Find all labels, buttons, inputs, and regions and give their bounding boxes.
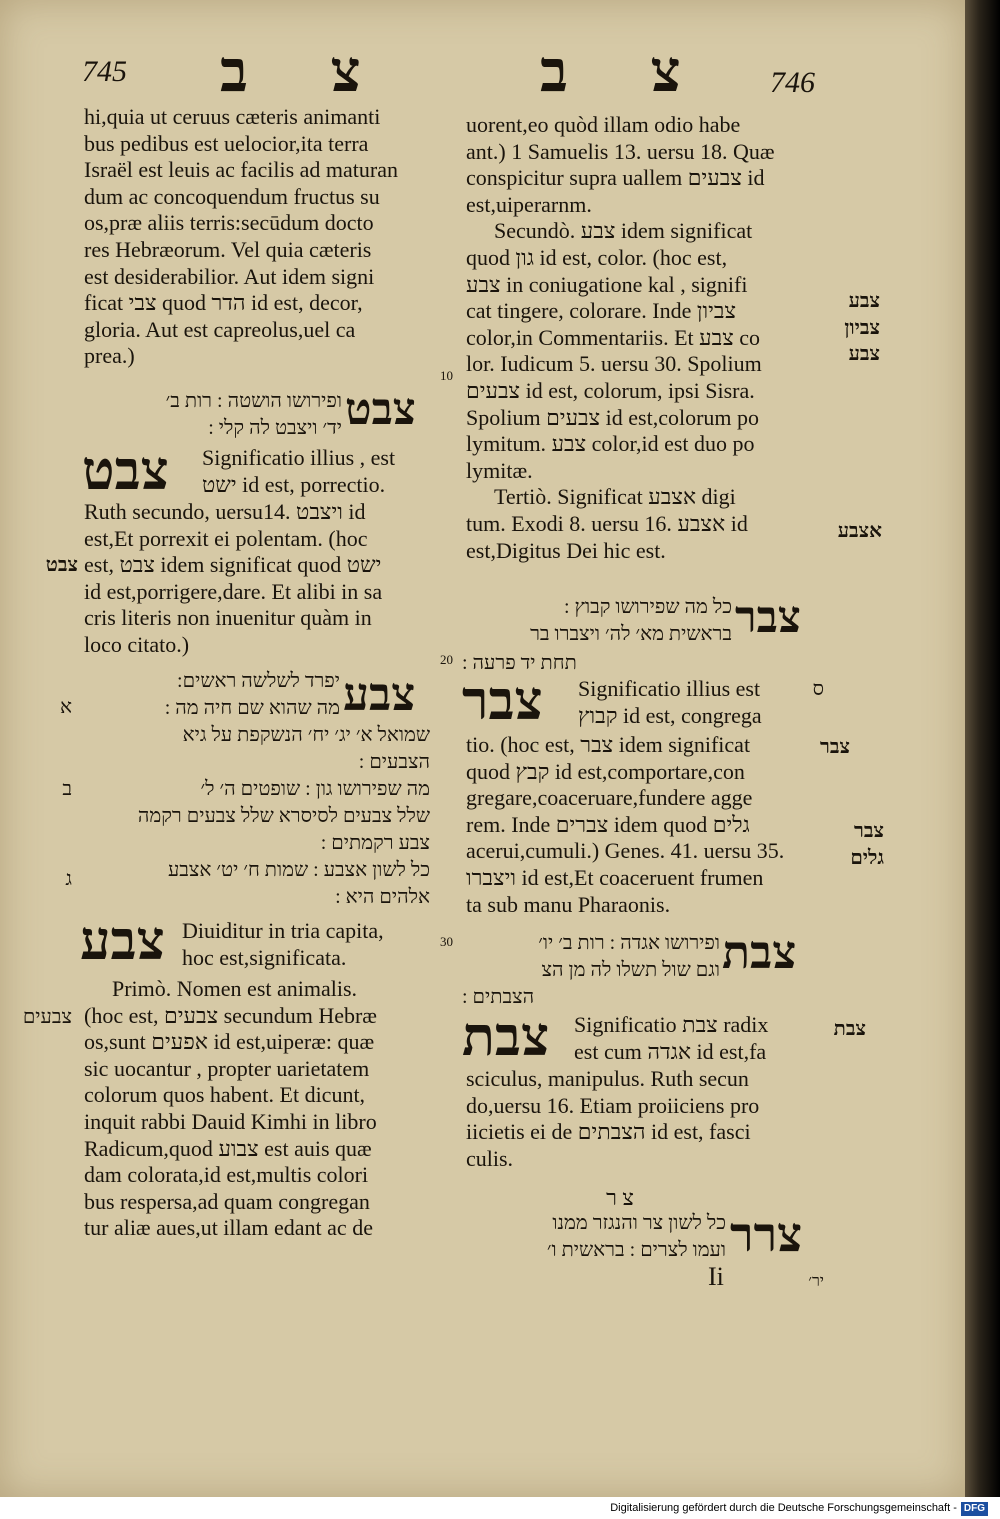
text-line: color,in Commentariis. Et צבע co bbox=[466, 324, 760, 350]
right-margin-notes-1 bbox=[824, 288, 880, 368]
tsevet-text-head bbox=[574, 1012, 822, 1065]
text-line: quod קבץ id est,comportare,con bbox=[466, 758, 745, 784]
hebrew-line: יפרד לשלשה ראשים: bbox=[177, 670, 340, 692]
text-line: lymitæ. bbox=[466, 457, 533, 483]
text-line: bus respersa,ad quam congregan bbox=[84, 1188, 370, 1214]
margin-note: צביון bbox=[844, 316, 880, 339]
text-line: lymitum. צבע color,id est duo po bbox=[466, 431, 755, 457]
right-margin-note-tsavar: צבר bbox=[820, 736, 850, 758]
catchword-hebrew: יר׳ bbox=[808, 1273, 824, 1290]
text-line: ויצברו id est,Et coaceruent frumen bbox=[466, 864, 764, 890]
text-line: gloria. Aut est capreolus,uel ca bbox=[84, 316, 356, 342]
entry-large-tsevet: צבת bbox=[462, 1007, 550, 1067]
text-line: inquit rabbi Dauid Kimhi in libro bbox=[84, 1108, 377, 1134]
line-number-20: 20 bbox=[440, 652, 453, 667]
text-line: os,præ aliis terris:secūdum docto bbox=[84, 210, 374, 236]
text-line: (hoc est, צבעים secundum Hebræ bbox=[84, 1002, 377, 1028]
entry-heading-tsava: צבע bbox=[343, 669, 416, 720]
text-line: colorum quos habent. Et dicunt, bbox=[84, 1082, 366, 1108]
hebrew-gloss-tsar bbox=[462, 1210, 726, 1264]
text-line: tur aliæ aues,ut illam edant ac de bbox=[84, 1215, 373, 1241]
text-line: culis. bbox=[466, 1145, 514, 1171]
text-line: est,Digitus Dei hic est. bbox=[466, 537, 666, 563]
entry-large-tsava: צבע bbox=[80, 911, 165, 971]
hebrew-line: תחת יד פרעה : bbox=[462, 652, 577, 674]
text-line: cris literis non inuenitur quàm in bbox=[84, 605, 372, 631]
text-line: est,uiperarnm. bbox=[466, 191, 592, 217]
text-line: rem. Inde צברים idem quod גלים bbox=[466, 811, 750, 837]
text-line: צבעים id est, colorum, ipsi Sisra. bbox=[466, 377, 755, 403]
text-line: est,Et porrexit ei polentam. (hoc bbox=[84, 525, 368, 551]
text-line: Israël est leuis ac facilis ad maturan bbox=[84, 157, 398, 183]
text-line: sic uocantur , propter uarietatem bbox=[84, 1055, 370, 1081]
text-line: loco citato.) bbox=[84, 631, 190, 657]
tsevet-text bbox=[466, 1066, 822, 1172]
page-number-left: 745 bbox=[82, 55, 127, 88]
line-number-10: 10 bbox=[440, 368, 453, 383]
tsavat-text bbox=[84, 499, 436, 659]
text-line: ישט id est, porrectio. bbox=[202, 471, 386, 497]
text-line: ant.) 1 Samuelis 13. uersu 18. Quæ bbox=[466, 138, 775, 164]
margin-letter-samekh: ס bbox=[812, 678, 824, 700]
text-line: Significatio צבת radix bbox=[574, 1012, 769, 1037]
text-line: id est,porrigere,dare. Et alibi in sa bbox=[84, 578, 383, 604]
line-number-30: 30 bbox=[440, 934, 453, 949]
text-line: Ruth secundo, uersu14. ויצבט id bbox=[84, 499, 366, 524]
text-line: Diuiditur in tria capita, bbox=[182, 918, 384, 943]
margin-note-tsvaim: צבעים bbox=[22, 1006, 72, 1028]
section-letters: צ ר bbox=[606, 1185, 634, 1210]
text-line: do,uersu 16. Etiam proiiciens pro bbox=[466, 1092, 760, 1118]
text-line: sciculus, manipulus. Ruth secun bbox=[466, 1066, 749, 1091]
text-line: hi,quia ut ceruus cæteris animanti bbox=[84, 104, 381, 129]
entry-large-tsavar: צבר bbox=[462, 671, 543, 731]
text-line: lor. Iudicum 5. uersu 30. Spolium bbox=[466, 351, 762, 377]
tsavar-text-head bbox=[578, 676, 822, 729]
margin-note: צבע bbox=[848, 290, 880, 312]
margin-note: צבע bbox=[848, 343, 880, 366]
text-line: bus pedibus est uelocior,ita terra bbox=[84, 130, 369, 156]
hebrew-line: מה שהוא שם חיה מה : bbox=[164, 697, 340, 719]
entry-heading-tsevet: צבת bbox=[722, 927, 797, 978]
tsava-text-head bbox=[182, 918, 436, 971]
text-line: Tertiò. Significat אצבע digi bbox=[494, 484, 736, 510]
dfg-logo: DFG bbox=[961, 1502, 988, 1516]
text-line: ta sub manu Pharaonis. bbox=[466, 891, 671, 917]
page-number-right: 746 bbox=[770, 66, 815, 99]
text-line: conspicitur supra uallem צבעים id bbox=[466, 165, 765, 191]
text-line: Significatio illius , est bbox=[202, 445, 396, 470]
hebrew-line: הצבעים : bbox=[358, 751, 430, 773]
book-edge-shadow bbox=[965, 0, 1000, 1497]
tsavar-text bbox=[466, 732, 822, 918]
hebrew-line: ופירושו אגדה : רות ב׳ יו׳ bbox=[538, 932, 720, 954]
text-line: est, צבט idem significat quod ישט bbox=[84, 552, 382, 578]
right-margin-note-etsba: אצבע bbox=[837, 520, 882, 542]
text-line: est cum אגדה id est,fa bbox=[574, 1038, 767, 1064]
text-line: Primò. Nomen est animalis. bbox=[112, 976, 358, 1001]
footer-bar bbox=[0, 1497, 1000, 1519]
hebrew-line: וגם שול תשלו לה מן הצ bbox=[541, 959, 720, 981]
text-line: צבע in coniugatione kal , signifi bbox=[466, 271, 748, 297]
hebrew-line: מה שפירושו גון : שופטים ה׳ ל׳ bbox=[200, 778, 430, 800]
text-line: res Hebræorum. Vel quia cæteris bbox=[84, 236, 372, 262]
catchword: Ii bbox=[708, 1262, 724, 1291]
hebrew-gloss-tsavat bbox=[110, 388, 342, 442]
hebrew-line: צבע רקמתים : bbox=[320, 832, 430, 854]
margin-note-tsavat: צבט bbox=[45, 554, 78, 576]
entry-heading-tsavar: צבר bbox=[735, 593, 801, 642]
hebrew-line: בראשית מא׳ לה׳ ויצברו בר bbox=[530, 623, 732, 645]
running-head-left: צ ב bbox=[220, 39, 395, 104]
text-line: Secundò. צבע idem significat bbox=[494, 218, 753, 244]
entry-large-tsavat: צבט bbox=[82, 441, 169, 501]
right-margin-note-tsevet: צבת bbox=[833, 1018, 866, 1040]
hebrew-line: כל מה שפירושו קבוץ : bbox=[563, 596, 732, 618]
text-line: Radicum,quod צבוע est auis quæ bbox=[84, 1135, 372, 1161]
margin-letter-alef: א bbox=[59, 696, 72, 718]
hebrew-line: שמואל א׳ יג׳ יח׳ הנשקפת על גיא bbox=[182, 724, 430, 746]
text-line: gregare,coaceruare,fundere agge bbox=[466, 785, 753, 811]
right-margin-note-tsavar-galim: צבר גלים bbox=[850, 820, 884, 869]
text-line: tio. (hoc est, צבר idem significat bbox=[466, 732, 751, 757]
running-head-right: צ ב bbox=[540, 39, 715, 104]
hebrew-line: ופירושו הושטה : רות ב׳ bbox=[165, 390, 342, 412]
text-line: קבוץ id est, congrega bbox=[578, 702, 762, 728]
hebrew-line: ועמו לצרים : בראשית ו׳ bbox=[546, 1239, 726, 1261]
text-line: Spolium צבעים id est,colorum po bbox=[466, 404, 760, 430]
hebrew-line: כל לשון אצבע : שמות ח׳ יט׳ אצבע bbox=[167, 859, 430, 881]
text-line: cat tingere, colorare. Inde צביון bbox=[466, 298, 737, 324]
hebrew-line: יד׳ ויצבט לה קלי : bbox=[208, 417, 342, 439]
text-line: est desiderabilior. Aut idem signi bbox=[84, 263, 375, 289]
hebrew-gloss-tsava-2 bbox=[78, 722, 430, 911]
right-column-top bbox=[466, 112, 822, 564]
hebrew-line: אלהים היא : bbox=[335, 886, 430, 908]
hebrew-gloss-tsevet bbox=[462, 930, 720, 984]
left-column-top bbox=[84, 104, 436, 370]
text-line: quod גון id est, color. (hoc est, bbox=[466, 244, 728, 270]
text-line: iicietis ei de הצבתים id est, fasci bbox=[466, 1119, 751, 1145]
hebrew-gloss-tsava-1 bbox=[78, 668, 340, 722]
margin-letter-bet: ב bbox=[62, 778, 72, 800]
text-line: hoc est,significata. bbox=[182, 944, 347, 970]
text-line: prea.) bbox=[84, 343, 135, 369]
entry-heading-tsar: צרר bbox=[730, 1209, 803, 1262]
text-line: dam colorata,id est,multis colori bbox=[84, 1162, 369, 1188]
footer-credit: Digitalisierung gefördert durch die Deutsche Forschungsgemeinschaft - bbox=[610, 1502, 957, 1514]
tsava-text bbox=[84, 976, 436, 1242]
text-line: tum. Exodi 8. uersu 16. אצבע id bbox=[466, 510, 748, 536]
text-line: uorent,eo quòd illam odio habe bbox=[466, 112, 741, 137]
hebrew-line: כל לשון צר והנגזר ממנו bbox=[552, 1212, 726, 1234]
hebrew-gloss-tsavar bbox=[462, 594, 732, 648]
margin-letter-gimel: ג bbox=[65, 868, 72, 890]
text-line: dum ac concoquendum fructus su bbox=[84, 183, 380, 209]
text-line: ficat צבי quod הדר id est, decor, bbox=[84, 290, 363, 316]
hebrew-line: הצבתים : bbox=[462, 986, 535, 1008]
text-line: acerui,cumuli.) Genes. 41. uersu 35. bbox=[466, 838, 785, 864]
text-line: os,sunt אפעים id est,uiperæ: quæ bbox=[84, 1029, 375, 1055]
tsavat-text-head bbox=[202, 445, 436, 498]
entry-heading-tsavat: צבט bbox=[345, 385, 416, 434]
text-line: Significatio illius est bbox=[578, 676, 761, 701]
hebrew-line: שלל צבעים לסיסרא שלל צבעים רקמה bbox=[137, 805, 430, 827]
